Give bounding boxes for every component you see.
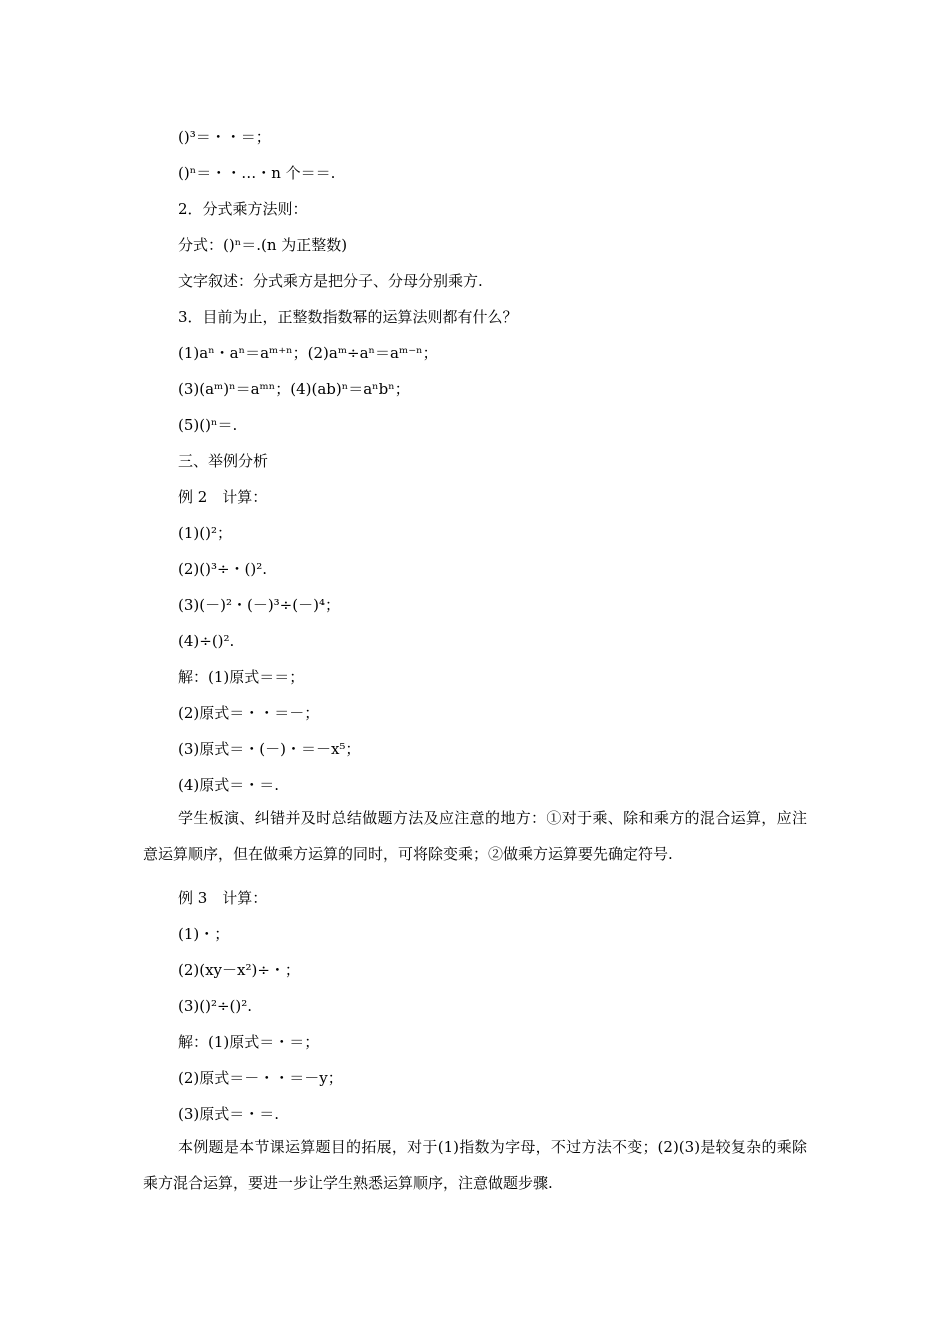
exponent-rules-3-4: (3)(aᵐ)ⁿ＝aᵐⁿ；(4)(ab)ⁿ＝aⁿbⁿ； <box>178 380 410 398</box>
example-3-solution-3: (3)原式＝・＝. <box>178 1105 280 1123</box>
example-2-solution-4: (4)原式＝・＝. <box>178 776 280 794</box>
example-2-item-1: (1)()²； <box>178 524 232 542</box>
example-2-heading: 例 2 计算： <box>178 488 268 506</box>
example-2-item-4: (4)÷()². <box>178 632 235 650</box>
power-cube-expansion: ()³＝・・＝； <box>178 128 271 146</box>
power-n-expansion: ()ⁿ＝・・…・n 个＝＝. <box>178 164 336 182</box>
example-2-solution-2: (2)原式＝・・＝－； <box>178 704 320 722</box>
exponent-rules-1-2: (1)aⁿ・aⁿ＝aᵐ⁺ⁿ；(2)aᵐ÷aⁿ＝aᵐ⁻ⁿ； <box>178 344 438 362</box>
exponent-rule-5: (5)()ⁿ＝. <box>178 416 238 434</box>
example-2-item-3: (3)(－)²・(－)³÷(－)⁴； <box>178 596 340 614</box>
section-heading-exponent-rules: 3．目前为止，正整数指数幂的运算法则都有什么？ <box>178 308 518 326</box>
fraction-power-formula: 分式：()ⁿ＝.(n 为正整数) <box>178 236 348 254</box>
example-3-solution-1: 解：(1)原式＝・＝； <box>178 1033 320 1051</box>
example-2-item-2: (2)()³÷・()². <box>178 560 268 578</box>
example-2-solution-3: (3)原式＝・(－)・＝－x⁵； <box>178 740 361 758</box>
rule-text-description: 文字叙述：分式乘方是把分子、分母分别乘方. <box>178 272 483 290</box>
section-heading-power-rule: 2．分式乘方法则： <box>178 200 308 218</box>
teaching-note-paragraph: 学生板演、纠错并及时总结做题方法及应注意的地方：①对于乘、除和乘方的混合运算，应注意运算顺序，但在做乘方运算的同时，可将除变乘；②做乘方运算要先确定符号. <box>143 809 807 863</box>
example-3-item-3: (3)()²÷()². <box>178 997 253 1015</box>
example-3-heading: 例 3 计算： <box>178 889 268 907</box>
example-3-solution-2: (2)原式＝－・・＝－y； <box>178 1069 343 1087</box>
section-heading-examples: 三、举例分析 <box>178 452 269 470</box>
example-3-item-2: (2)(xy－x²)÷・； <box>178 961 300 979</box>
extension-note-paragraph: 本例题是本节课运算题目的拓展，对于(1)指数为字母，不过方法不变；(2)(3)是较复杂的乘除乘方混合运算，要进一步让学生熟悉运算顺序，注意做题步骤. <box>143 1138 807 1192</box>
example-2-solution-1: 解：(1)原式＝＝； <box>178 668 305 686</box>
example-3-item-1: (1)・； <box>178 925 230 943</box>
